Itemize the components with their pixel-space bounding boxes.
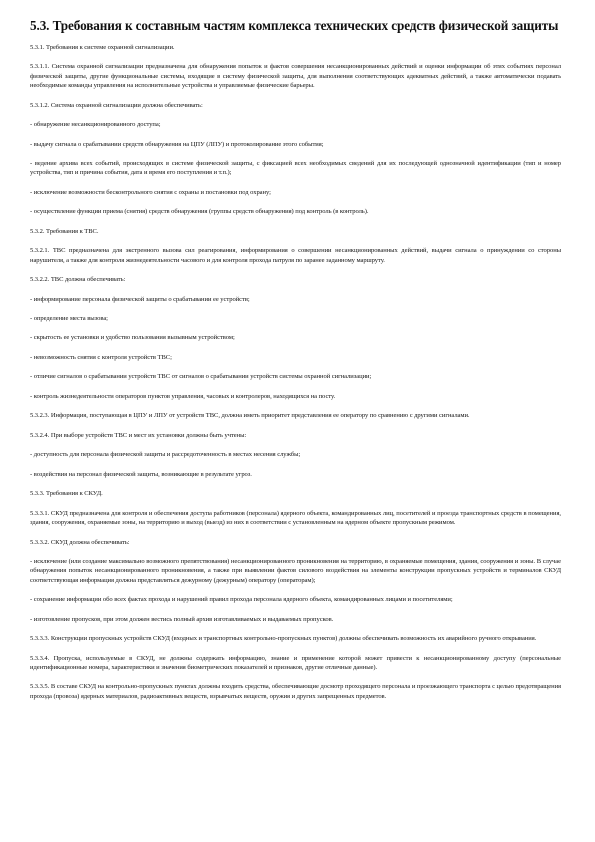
list-item: - изготовление пропусков, при этом должен вестись полный архив изготавливаемых и выдаваемых пропусков. xyxy=(30,615,334,623)
list-item: - выдачу сигнала о срабатывании средств обнаружения на ЦПУ (ЛПУ) и протоколирование этого события; xyxy=(30,140,324,148)
page-title: 5.3. Требования к составным частям комплекса технических средств физической защиты xyxy=(30,18,559,33)
paragraph: 5.3.2.2. ТВС должна обеспечивать: xyxy=(30,276,126,284)
list-item: - определение места вызова; xyxy=(30,315,108,322)
list-item: - сохранение информации обо всех фактах прохода и нарушений правил прохода персонала ядерного объекта, командированных лицами и посетителями; xyxy=(30,596,453,604)
paragraph: 5.3.2.1. ТВС предназначена для экстренного вызова сил реагирования, информирования о совершении несанкционированных действий, выдачи сигнала о принуждении со стороны нарушителя, а также для контроля жизнедеятельности часового и для контроля прохода патруля по заранее заданному маршруту. xyxy=(30,247,561,264)
paragraph: 5.3.3. Требования к СКУД. xyxy=(30,490,103,498)
list-item: - отличие сигналов о срабатывании устройств ТВС от сигналов о срабатывании устройств системы охранной сигнализации; xyxy=(30,373,372,381)
paragraph: 5.3.3.3. Конструкции пропускных устройств СКУД (входных и транспортных контрольно-пропускных пунктов) должны обеспечивать возможность их аварийного ручного открывания. xyxy=(30,635,537,643)
list-item: - исключение возможности бесконтрольного снятия с охраны и постановки под охрану; xyxy=(30,188,271,196)
paragraph: 5.3.3.1. СКУД предназначена для контроля и обеспечения доступа работников (персонала) ядерного объекта, командированных лиц, посетителей и проезда транспортных средств в помещения, здания, сооружения, охраняемые зоны, на территорию и выход (выезд) из них в соответствии с установленным на ядерном объекте пропускным режимом. xyxy=(30,509,561,527)
paragraph: 5.3.2. Требования к ТВС. xyxy=(30,227,99,235)
list-item: - невозможность снятия с контроля устройств ТВС; xyxy=(30,353,172,361)
list-item: - обнаружение несанкционированного доступа; xyxy=(30,121,161,129)
paragraph: 5.3.3.4. Пропуска, используемые в СКУД, не должны содержать информацию, знание и применение которой может привести к несанкционированному доступу (персональные идентификационные номера, характеристики и значения биометрических показателей и признаков, другие отличные данные). xyxy=(30,654,561,671)
list-item: - контроль жизнедеятельности операторов пунктов управления, часовых и контролеров, находящихся на посту. xyxy=(30,392,336,400)
paragraph: 5.3.1.1. Система охранной сигнализации предназначена для обнаружения попыток и фактов совершения несанкционированных действий и оценки информации об этих событиях персонал физической защиты, другие функциональные системы, входящие в систему физической защиты, для выполнения соответствующих адекватных действий, а также автоматически подавать необходимые команды управления на исполнительные устройства и управляемые физические барьеры. xyxy=(30,63,561,90)
paragraph: 5.3.1. Требования к системе охранной сигнализации. xyxy=(30,44,175,51)
list-item: - скрытость ее установки и удобство пользования вызывным устройством; xyxy=(30,334,235,342)
paragraph: 5.3.2.3. Информация, поступающая в ЦПУ и ЛПУ от устройств ТВС, должна иметь приоритет представления ее оператору по сравнению с другими сигналами. xyxy=(30,412,470,420)
paragraph: 5.3.3.2. СКУД должна обеспечивать: xyxy=(30,538,130,546)
list-item: - доступность для персонала физической защиты и рассредоточенность в местах несения службы; xyxy=(30,451,301,459)
list-item: - воздействия на персонал физической защиты, возникающие в результате угроз. xyxy=(30,470,252,478)
paragraph: 5.3.2.4. При выборе устройств ТВС и мест их установки должны быть учтены: xyxy=(30,431,247,439)
paragraph: 5.3.1.2. Система охранной сигнализации должна обеспечивать: xyxy=(30,101,203,109)
list-item: - ведение архива всех событий, происходящих в системе физической защиты, с фиксацией всех необходимых сведений для их последующей однозначной идентификации (тип и номер устройства, тип и причина события, дата и время его поступления и т.п.); xyxy=(30,160,561,177)
list-item: - исключение (или создание максимально возможного препятствования) несанкционированного проникновения на территорию, в охраняемые помещения, здания, сооружения и зоны. В случае обнаружения попыток несанкционированного проникновения, а также при выявлении фактов силового воздействия на элементы конструкции пропускных устройств и терминалов СКУД соответствующая информация должна представляться дежурному (дежурным) оператору (операторам); xyxy=(30,558,561,584)
paragraph: 5.3.3.5. В составе СКУД на контрольно-пропускных пунктах должны входить средства, обеспечивающие досмотр проходящего персонала и проезжающего транспорта с целью предотвращения прохода (провоза) ядерных материалов, радиоактивных веществ, взрывчатых веществ, оружия и других запрещенных предметов. xyxy=(30,683,561,700)
list-item: - информирование персонала физической защиты о срабатывании ее устройств; xyxy=(30,295,250,303)
list-item: - осуществление функции приема (снятия) средств обнаружения (группы средств обнаружения) под контроль (в контроль). xyxy=(30,208,369,216)
